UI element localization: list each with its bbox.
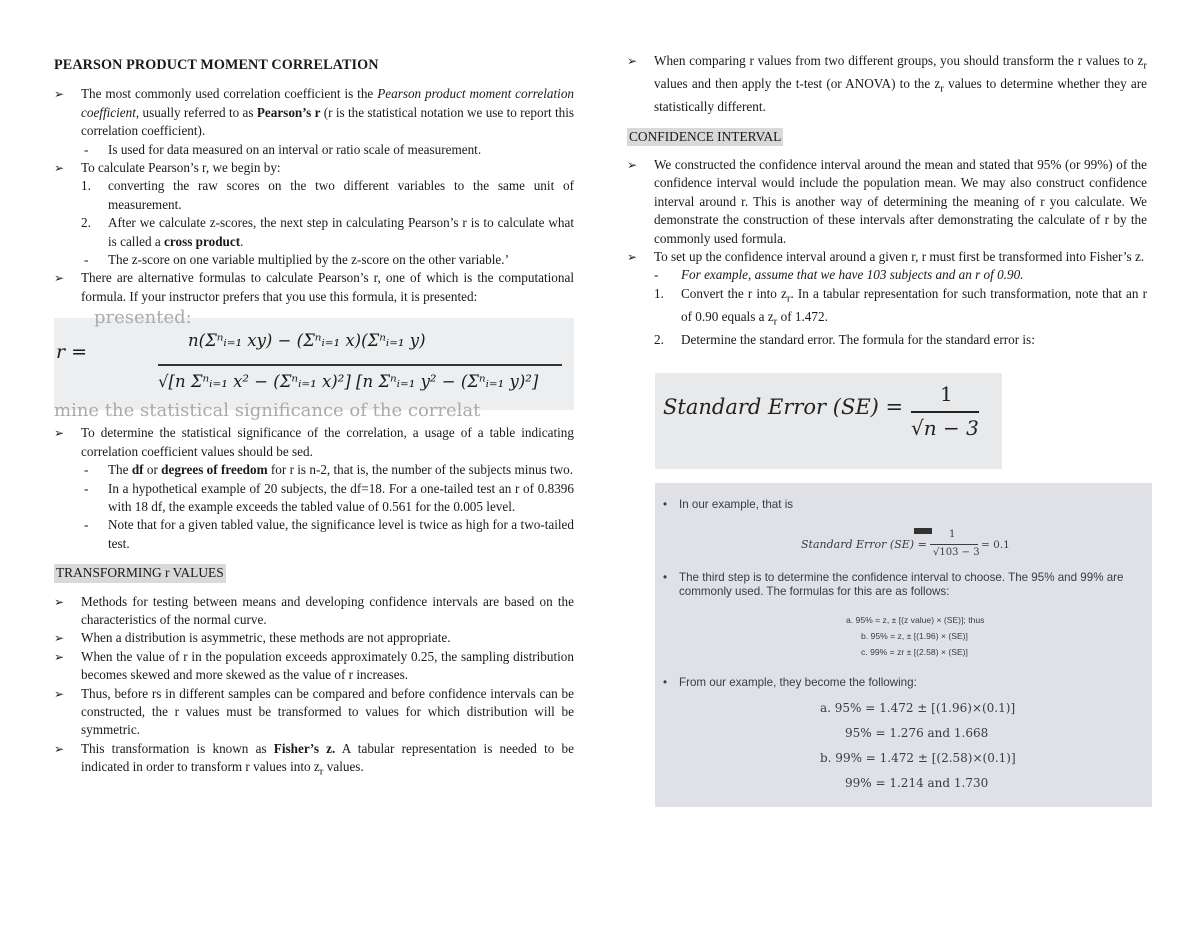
bullet-asymmetric: ➢ When a distribution is asymmetric, these methods are not appropriate. (54, 629, 574, 647)
step-1-convert: 1. converting the raw scores on the two different variables to the same unit of measurement. (81, 178, 574, 212)
standard-error-formula-image (655, 373, 1002, 469)
photo-se-redaction (914, 524, 932, 537)
dash-two-tailed-note: - Note that for a given tabled value, the significance level is twice as high for a two-tailed test. (54, 516, 574, 553)
bullet-alternative-formula: ➢ There are alternative formulas to calculate Pearson’s r, one of which is the computational formula. If your instructor prefers that you use this formula, it is presented: (54, 269, 574, 306)
se-formula-lhs: Standard Error (SE) = (663, 395, 904, 419)
photo-example-intro: • In our example, that is (679, 498, 793, 511)
step-1-convert-r: 1. Convert the r into $z_r$. In a tabular representation for such transformation, note that an r of 0.90 equals a $z_r$ of 1.472. (654, 285, 1148, 328)
dash-hypothetical-example: - In a hypothetical example of 20 subjects, the df=18. For a one-tailed test an r of 0.8396 with 18 df, the example exceeds the tabled value of 0.561 for the 0.005 level. (54, 480, 574, 517)
photo-formula-b: b. 95% = z, ± [(1.96) × (SE)] (861, 631, 968, 641)
photo-from-example: • From our example, they become the following: (679, 676, 917, 689)
photo-formula-c: c. 99% = zr ± [(2.58) × (SE)] (861, 647, 968, 657)
formula-fraction-bar (158, 364, 562, 366)
formula-denominator: √[n Σⁿᵢ₌₁ x² − (Σⁿᵢ₌₁ x)²] [n Σⁿᵢ₌₁ y² − (Σⁿᵢ₌₁ y)²] (158, 372, 539, 392)
bullet-normal-curve: ➢ Methods for testing between means and developing confidence intervals are based on the characteristics of the normal curve. (54, 593, 574, 630)
heading-confidence-interval: CONFIDENCE INTERVAL (627, 128, 783, 146)
step-2-standard-error: 2. Determine the standard error. The formula for the standard error is: (654, 331, 1035, 347)
bullet-compare-groups: ➢ When comparing r values from two different groups, you should transform the r values to $z_r$ values and then apply the t-test (or ANOVA) to the $z_r$ values to determine whether they are statistically different. (627, 52, 1147, 117)
dash-interval-ratio: - Is used for data measured on an interval or ratio scale of measurement. (54, 141, 574, 159)
photo-se-result: = 0.1 (981, 539, 1010, 551)
formula-lhs: r = (56, 341, 88, 364)
photo-result-a2: 95% = 1.276 and 1.668 (845, 726, 989, 740)
photo-se-den: √103 − 3 (933, 547, 980, 558)
pearson-formula-image (54, 307, 574, 422)
bullet-calculate-intro: ➢ To calculate Pearson’s r, we begin by: (54, 159, 574, 177)
bullet-setup-interval: ➢ To set up the confidence interval around a given r, r must first be transformed into Fisher’s z. (627, 248, 1147, 266)
worked-example-photo (655, 483, 1152, 807)
se-formula-denominator: √n − 3 (911, 416, 979, 440)
formula-ghost-text-bottom: mine the statistical significance of the correlat (54, 400, 481, 422)
left-column (54, 52, 574, 781)
formula-numerator: n(Σⁿᵢ₌₁ xy) − (Σⁿᵢ₌₁ x)(Σⁿᵢ₌₁ y) (188, 331, 426, 351)
se-formula-numerator: 1 (940, 382, 953, 406)
step-2-cross-product: 2. After we calculate z-scores, the next step in calculating Pearson’s r is to calculate what is called a cross product. (81, 215, 574, 249)
photo-se-bar (930, 544, 978, 545)
photo-se-num: 1 (949, 529, 956, 540)
bullet-confidence-interval-around-r: ➢ We constructed the confidence interval around the mean and stated that 95% (or 99%) of the confidence interval would include the population mean. We may also construct confidence interval around r. This is another way of determining the meaning of r you calculate. We demonstrate the construction of these intervals after demonstrating the calculate of r by the commonly used formula. (627, 156, 1147, 248)
se-formula-bar (911, 411, 979, 413)
right-column (627, 52, 1147, 349)
photo-formula-a: a. 95% = z, ± [(z value) × (SE)]; thus (846, 615, 985, 625)
document-title: PEARSON PRODUCT MOMENT CORRELATION (54, 57, 379, 73)
dash-z-score-product: - The z-score on one variable multiplied by the z-score on the other variable.’ (54, 251, 574, 269)
photo-result-b2: 99% = 1.214 and 1.730 (845, 776, 989, 790)
heading-transforming-r-values: TRANSFORMING r VALUES (54, 564, 226, 582)
bullet-skewed-distribution: ➢ When the value of r in the population exceeds approximately 0.25, the sampling distribution becomes skewed and more skewed as the value of r increases. (54, 648, 574, 685)
photo-se-lhs: Standard Error (SE) = (801, 538, 927, 551)
bullet-significance: ➢ To determine the statistical significance of the correlation, a usage of a table indicating correlation coefficient values should be sed. (54, 424, 574, 461)
bullet-transform-before-compare: ➢ Thus, before rs in different samples can be compared and before confidence intervals can be constructed, the r values must be transformed to values for which distribution will be symmetric. (54, 685, 574, 740)
bullet-fishers-z: ➢ This transformation is known as Fisher’s z. A tabular representation is needed to be indicated in order to transform r values into $z_r$ values. (54, 740, 574, 781)
photo-result-a: a. 95% = 1.472 ± [(1.96)×(0.1)] (820, 701, 1016, 715)
dash-example-103-subjects: - For example, assume that we have 103 subjects and an r of 0.90. (654, 267, 1024, 283)
photo-third-step: • The third step is to determine the confidence interval to choose. The 95% and 99% are commonly used. The formulas for this are as follows: (679, 571, 1144, 599)
photo-result-b: b. 99% = 1.472 ± [(2.58)×(0.1)] (820, 751, 1016, 765)
formula-ghost-text-top: presented: (94, 307, 192, 329)
dash-degrees-of-freedom: - The df or degrees of freedom for r is n-2, that is, the number of the subjects minus two. (54, 461, 574, 479)
bullet-pearson-definition: ➢ The most commonly used correlation coefficient is the Pearson product moment correlation coefficient, usually referred to as Pearson’s r (r is the statistical notation we use to report this correlation coefficient). (54, 85, 574, 140)
